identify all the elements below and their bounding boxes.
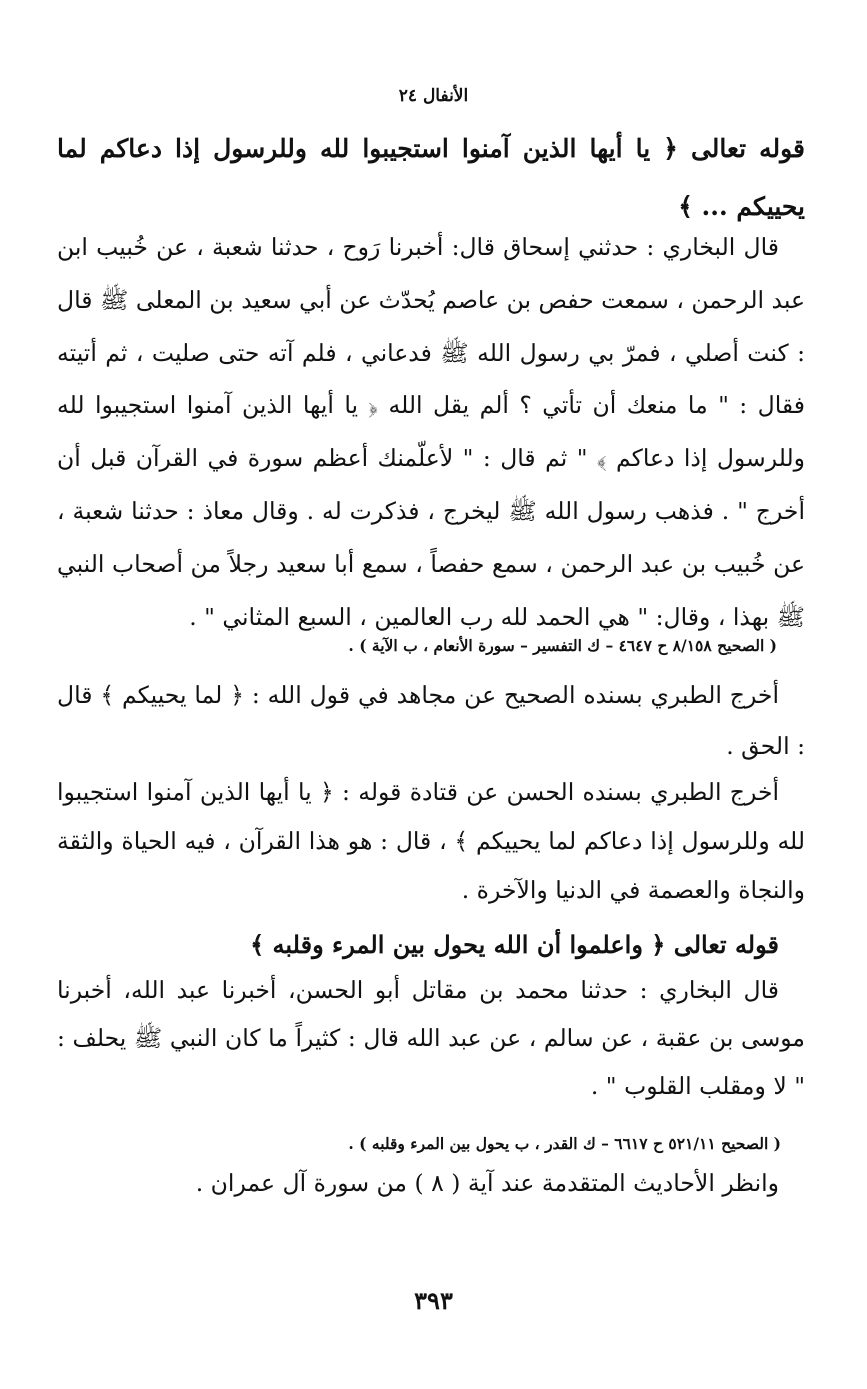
running-header: الأنفال ٢٤ (398, 86, 469, 106)
verse-heading-2: قوله تعالى ﴿ واعلموا أن الله يحول بين المرء وقلبه ﴾ (250, 930, 779, 959)
source-reference-1: ( الصحيح ٨/١٥٨ ح ٤٦٤٧ – ك التفسير – سورة الأنعام ، ب الآية ) . (348, 636, 777, 655)
hadith-paragraph-2: قال البخاري : حدثنا محمد بن مقاتل أبو الحسن، أخبرنا عبد الله، أخبرنا موسى بن عقبة ، عن سالم ، عن عبد الله قال : كثيراً ما كان النبي ﷺ يحلف : " لا ومقلب القلوب " . (57, 976, 805, 1100)
tafsir-paragraph-2: أخرج الطبري بسنده الحسن عن قتادة قوله : ﴿ يا أيها الذين آمنوا استجيبوا لله وللرسول إذا دعاكم لما يحييكم ﴾ ، قال : هو هذا القرآن ، فيه الحياة والثقة والنجاة والعصمة في الدنيا والآخرة . (57, 778, 805, 904)
source-reference-2: ( الصحيح ٥٢١/١١ ح ٦٦١٧ – ك القدر ، ب يحول بين المرء وقلبه ) . (348, 1134, 781, 1153)
verse-heading-1: قوله تعالى ﴿ يا أيها الذين آمنوا استجيبوا لله وللرسول إذا دعاكم لما يحييكم ... ﴾ (57, 134, 805, 221)
page-number: ٣٩٣ (414, 1286, 453, 1315)
hadith-paragraph-1: قال البخاري : حدثني إسحاق قال: أخبرنا رَوح ، حدثنا شعبة ، عن خُبيب ابن عبد الرحمن ، سمعت حفص بن عاصم يُحدّث عن أبي سعيد بن المعلى ﷺ قال : كنت أصلي ، فمرّ بي رسول الله ﷺ فدعاني ، فلم آته حتى صليت ، ثم أتيته فقال : " ما منعك أن تأتي ؟ ألم يقل الله ﴿ يا أيها الذين آمنوا استجيبوا لله وللرسول إذا دعاكم ﴾ " ثم قال : " لأعلّمنك أعظم سورة في القرآن قبل أن أخرج " . فذهب رسول الله ﷺ ليخرج ، فذكرت له . وقال معاذ : حدثنا شعبة ، عن خُبيب بن عبد الرحمن ، سمع حفصاً ، سمع أبا سعيد رجلاً من أصحاب النبي ﷺ بهذا ، وقال: " هي الحمد لله رب العالمين ، السبع المثاني " . (57, 233, 805, 631)
cross-reference-note: وانظر الأحاديث المتقدمة عند آية ( ٨ ) من سورة آل عمران . (195, 1169, 779, 1197)
tafsir-paragraph-1: أخرج الطبري بسنده الصحيح عن مجاهد في قول الله : ﴿ لما يحييكم ﴾ قال : الحق . (57, 681, 805, 760)
